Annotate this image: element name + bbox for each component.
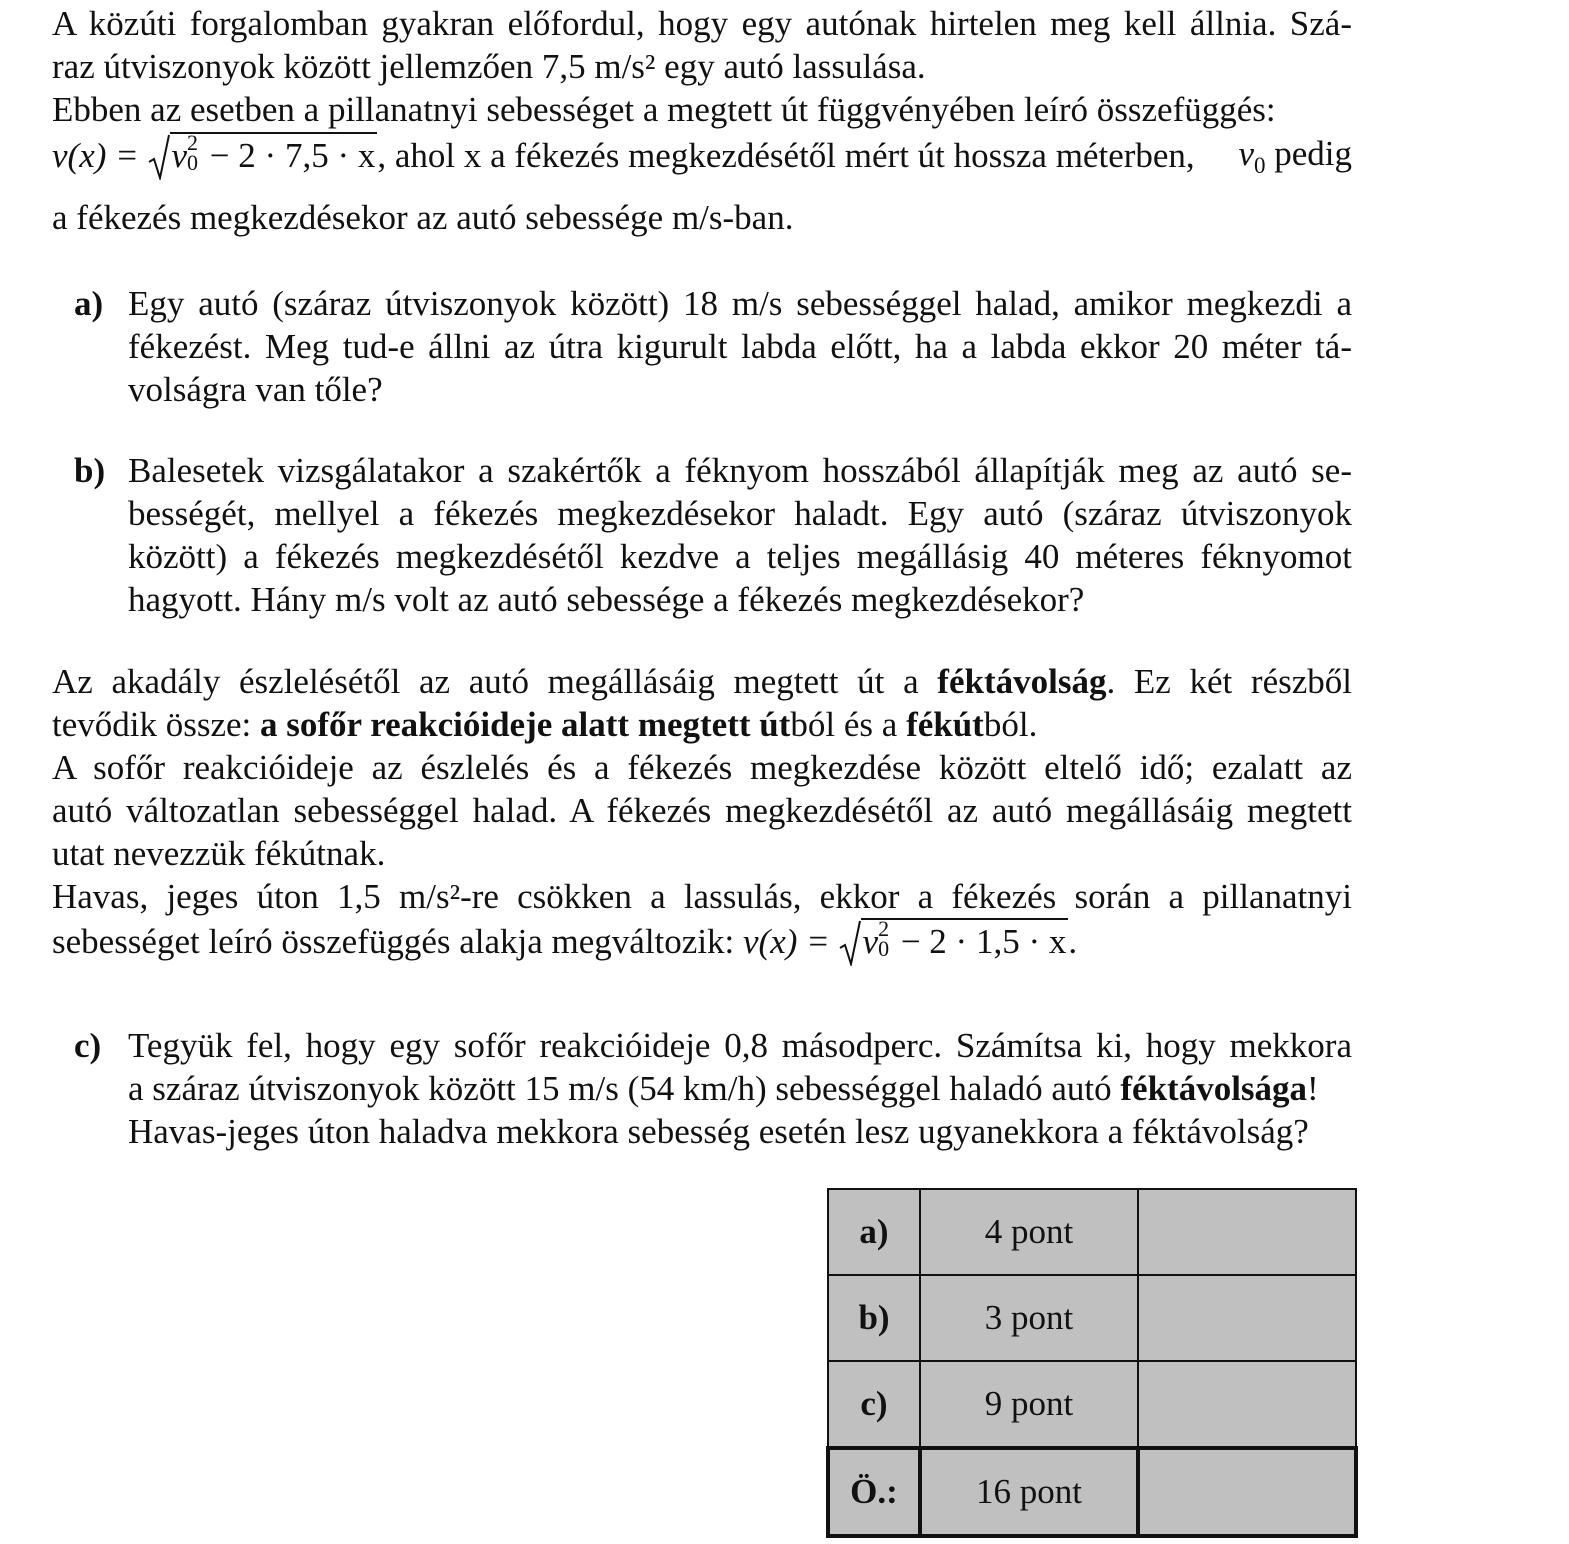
- score-earned: [1138, 1361, 1356, 1448]
- question-c-label: c): [74, 1026, 102, 1065]
- sqrt-sign-icon: [839, 918, 861, 966]
- middle-line-3: A sofőr reakcióideje az észlelés és a fékezés megkezdése között eltelő idő; ezalatt az: [52, 748, 1352, 787]
- sqrt-formula-2: v 2 0 − 2 · 1,5 · x: [839, 918, 1069, 963]
- score-part: b): [828, 1275, 920, 1361]
- middle-line-1: Az akadály észlelésétől az autó megállásáig megtett út a féktávolság. Ez két részből: [52, 662, 1352, 701]
- score-total-row: [828, 1448, 1356, 1536]
- sqrt-sign-icon: [148, 132, 170, 180]
- score-earned: [1138, 1275, 1356, 1361]
- question-b-line-2: bességét, mellyel a fékezés megkezdésekor haladt. Egy autó (száraz útviszonyok: [128, 494, 1352, 533]
- middle-line-5: utat nevezzük fékútnak.: [52, 834, 386, 873]
- question-b-line-1: Balesetek vizsgálatakor a szakértők a féknyom hosszából állapítják meg az autó se-: [128, 451, 1352, 490]
- question-a-label: a): [74, 284, 104, 323]
- middle-line-4: autó változatlan sebességgel halad. A fékezés megkezdésétől az autó megállásáig megtett: [52, 791, 1352, 830]
- middle-line-2: tevődik össze: a sofőr reakcióideje alatt megtett útból és a fékútból.: [52, 705, 1038, 744]
- intro-pedig: pedig: [1274, 134, 1352, 173]
- score-row: [828, 1275, 1356, 1361]
- question-a-line-3: volságra van tőle?: [128, 370, 383, 409]
- score-total-earned: [1138, 1448, 1356, 1536]
- question-c-line-2: a száraz útviszonyok között 15 m/s (54 km/h) sebességgel haladó autó féktávolsága!: [128, 1069, 1319, 1108]
- intro-line-5: a fékezés megkezdésekor az autó sebessége m/s-ban.: [52, 198, 794, 237]
- score-part: c): [828, 1361, 920, 1448]
- score-points: 9 pont: [920, 1361, 1138, 1448]
- question-a-line-2: fékezést. Meg tud-e állni az útra kigurult labda előtt, ha a labda ekkor 20 méter tá-: [128, 327, 1352, 366]
- intro-formula-line: [52, 132, 1352, 184]
- score-row: [828, 1189, 1356, 1275]
- intro-line-5-block: [52, 196, 1352, 239]
- intro-after-formula: , ahol x a fékezés megkezdésétől mért út hossza méterben,: [377, 136, 1195, 175]
- term-fektavolsaga: féktávolsága: [1120, 1069, 1308, 1108]
- formula2-body: − 2 · 1,5 · x: [900, 922, 1067, 961]
- question-b-line-4: hagyott. Hány m/s volt az autó sebessége a fékezés megkezdésekor?: [128, 580, 1085, 619]
- formula-lhs: v(x) =: [52, 136, 139, 175]
- term-fektavolsag: féktávolság: [937, 662, 1107, 701]
- v0-subscript: 0: [1253, 153, 1266, 178]
- middle-line-7: sebességet leíró összefüggés alakja megváltozik:: [52, 922, 735, 961]
- score-points: 4 pont: [920, 1189, 1138, 1275]
- score-points: 3 pont: [920, 1275, 1138, 1361]
- question-c-line-1: Tegyük fel, hogy egy sofőr reakcióideje 0,8 másodperc. Számítsa ki, hogy mekkora: [128, 1026, 1352, 1065]
- sqrt-formula: v 2 0 − 2 · 7,5 · x: [148, 132, 378, 177]
- intro-line-3: Ebben az esetben a pillanatnyi sebességet a megtett út függvényében leíró összefüggés:: [52, 90, 1276, 129]
- v0-symbol: v: [1238, 134, 1254, 173]
- score-part: a): [828, 1189, 920, 1275]
- middle-line-6: Havas, jeges úton 1,5 m/s²-re csökken a lassulás, ekkor a fékezés során a pillanatnyi: [52, 877, 1352, 916]
- question-a-line-1: Egy autó (száraz útviszonyok között) 18 m/s sebességgel halad, amikor megkezdi a: [128, 284, 1352, 323]
- question-c-line-3: Havas-jeges úton haladva mekkora sebesség esetén lesz ugyanekkora a féktávolság?: [128, 1112, 1309, 1151]
- formula2-end: .: [1068, 922, 1078, 961]
- score-earned: [1138, 1189, 1356, 1275]
- middle-paragraph: [52, 660, 1352, 918]
- question-b-line-3: között) a fékezés megkezdésétől kezdve a teljes megállásig 40 méteres féknyomot: [128, 537, 1352, 576]
- score-row: [828, 1361, 1356, 1448]
- score-table: [826, 1188, 1358, 1538]
- formula-body: − 2 · 7,5 · x: [209, 136, 376, 175]
- term-reakcio-ut: a sofőr reakcióideje alatt megtett út: [260, 705, 791, 744]
- score-total-points: 16 pont: [920, 1448, 1138, 1536]
- term-fekut: fékút: [906, 705, 984, 744]
- score-total-label: Ö.:: [828, 1448, 920, 1536]
- intro-line-1: A közúti forgalomban gyakran előfordul, hogy egy autónak hirtelen meg kell állnia. Szá-: [52, 4, 1352, 43]
- middle-formula-line: [52, 918, 1352, 970]
- intro-line-2: raz útviszonyok között jellemzően 7,5 m/s² egy autó lassulása.: [52, 47, 926, 86]
- question-b-label: b): [74, 451, 106, 490]
- intro-paragraph: [52, 2, 1352, 131]
- formula2-lhs: v(x) =: [743, 922, 830, 961]
